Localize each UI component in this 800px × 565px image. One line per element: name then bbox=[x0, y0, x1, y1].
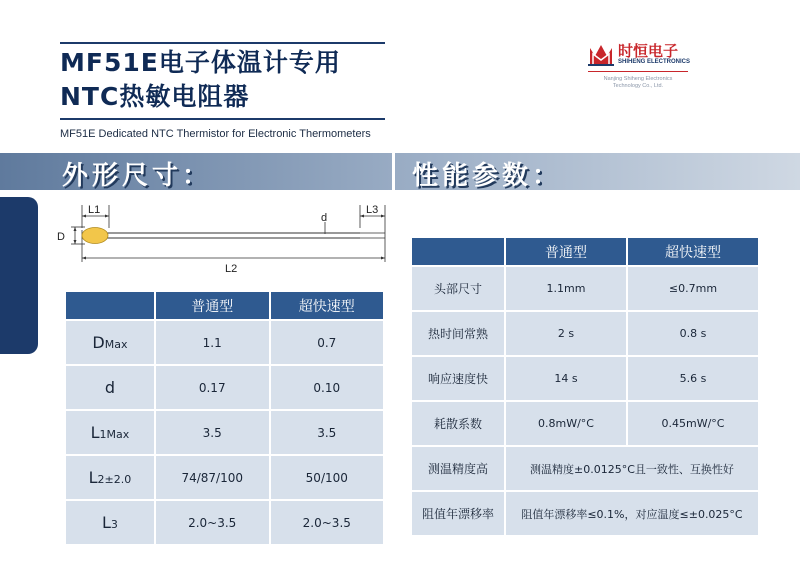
row-label bbox=[66, 366, 154, 409]
header-fast: 超快速型 bbox=[271, 292, 383, 319]
page-title-line2: NTC热敏电阻器 bbox=[60, 82, 250, 111]
dim-label-d-head: D bbox=[57, 231, 65, 243]
dim-label-l3: L3 bbox=[366, 204, 379, 216]
logo-en-text: SHIHENG ELECTRONICS bbox=[618, 59, 691, 65]
logo-company-line2: Technology Co., Ltd. bbox=[612, 83, 664, 89]
row-label bbox=[66, 411, 154, 454]
header-normal: 普通型 bbox=[156, 292, 269, 319]
page-title-line1: MF51E电子体温计专用 bbox=[60, 48, 341, 77]
row-label-sub: 3 bbox=[110, 518, 118, 531]
cell-merged: 测温精度±0.0125°C且一致性、互换性好 bbox=[506, 447, 758, 490]
cell-fast: 0.7 bbox=[271, 321, 383, 364]
table-row bbox=[66, 321, 383, 364]
logo-company-name bbox=[588, 76, 688, 90]
cell-normal: 74/87/100 bbox=[156, 456, 269, 499]
cell-normal: 14 s bbox=[506, 357, 626, 400]
table-row bbox=[66, 456, 383, 499]
cell-fast: 0.45mW/°C bbox=[628, 402, 758, 445]
header-fast: 超快速型 bbox=[628, 238, 758, 265]
cell-merged: 阻值年漂移率≤0.1%，对应温度≤±0.025°C bbox=[506, 492, 758, 535]
row-label-main: D bbox=[92, 333, 105, 352]
thermistor-diagram bbox=[55, 200, 395, 280]
title-block bbox=[60, 42, 385, 140]
logo-cn-text: 时恒电子 bbox=[618, 42, 679, 60]
cell-fast: 0.8 s bbox=[628, 312, 758, 355]
table-row bbox=[66, 501, 383, 544]
cell-normal: 1.1 bbox=[156, 321, 269, 364]
cell-normal: 0.8mW/°C bbox=[506, 402, 626, 445]
row-label: 耗散系数 bbox=[412, 402, 504, 445]
page-subtitle: MF51E Dedicated NTC Thermistor for Electronic Thermometers bbox=[60, 128, 371, 140]
parameters-table bbox=[410, 236, 760, 537]
company-logo bbox=[588, 42, 698, 90]
cell-normal: 2 s bbox=[506, 312, 626, 355]
cell-fast: ≤0.7mm bbox=[628, 267, 758, 310]
params-section-title: 性能参数： bbox=[412, 161, 563, 191]
row-label-sub: 1Max bbox=[99, 428, 130, 441]
table-row bbox=[412, 402, 758, 445]
row-label: 头部尺寸 bbox=[412, 267, 504, 310]
row-label: 响应速度快 bbox=[412, 357, 504, 400]
shiheng-logo-icon bbox=[588, 42, 614, 66]
logo-company-line1: Nanjing Shiheng Electronics bbox=[603, 76, 673, 82]
row-label bbox=[66, 501, 154, 544]
row-label-main: d bbox=[104, 378, 115, 397]
row-label: 热时间常熟 bbox=[412, 312, 504, 355]
table-header-row bbox=[412, 238, 758, 265]
row-label bbox=[66, 321, 154, 364]
cell-normal: 3.5 bbox=[156, 411, 269, 454]
row-label-main: L bbox=[88, 468, 98, 487]
cell-fast: 2.0~3.5 bbox=[271, 501, 383, 544]
dim-label-d-wire: d bbox=[321, 212, 328, 224]
row-label-main: L bbox=[90, 423, 100, 442]
table-row bbox=[412, 312, 758, 355]
table-row bbox=[412, 492, 758, 535]
table-corner-cell bbox=[66, 292, 154, 319]
cell-fast: 5.6 s bbox=[628, 357, 758, 400]
cell-normal: 0.17 bbox=[156, 366, 269, 409]
header-normal: 普通型 bbox=[506, 238, 626, 265]
row-label bbox=[66, 456, 154, 499]
cell-normal: 1.1mm bbox=[506, 267, 626, 310]
row-label-sub: 2±2.0 bbox=[97, 473, 132, 486]
table-row bbox=[412, 447, 758, 490]
logo-divider bbox=[588, 71, 688, 72]
dim-label-l2: L2 bbox=[225, 263, 238, 275]
dimensions-table bbox=[64, 290, 385, 546]
dimensions-section-title: 外形尺寸： bbox=[62, 161, 213, 191]
table-row bbox=[412, 267, 758, 310]
cell-normal: 2.0~3.5 bbox=[156, 501, 269, 544]
section-band-divider bbox=[392, 153, 395, 190]
dim-label-l1: L1 bbox=[88, 204, 101, 216]
row-label: 测温精度高 bbox=[412, 447, 504, 490]
table-header-row bbox=[66, 292, 383, 319]
row-label-sub: Max bbox=[104, 338, 128, 351]
table-row bbox=[66, 411, 383, 454]
table-corner-cell bbox=[412, 238, 504, 265]
side-tab bbox=[0, 197, 38, 354]
title-bottom-rule bbox=[60, 118, 385, 120]
table-row bbox=[66, 366, 383, 409]
cell-fast: 0.10 bbox=[271, 366, 383, 409]
cell-fast: 3.5 bbox=[271, 411, 383, 454]
table-row bbox=[412, 357, 758, 400]
row-label: 阻值年漂移率 bbox=[412, 492, 504, 535]
row-label-main: L bbox=[101, 513, 111, 532]
cell-fast: 50/100 bbox=[271, 456, 383, 499]
